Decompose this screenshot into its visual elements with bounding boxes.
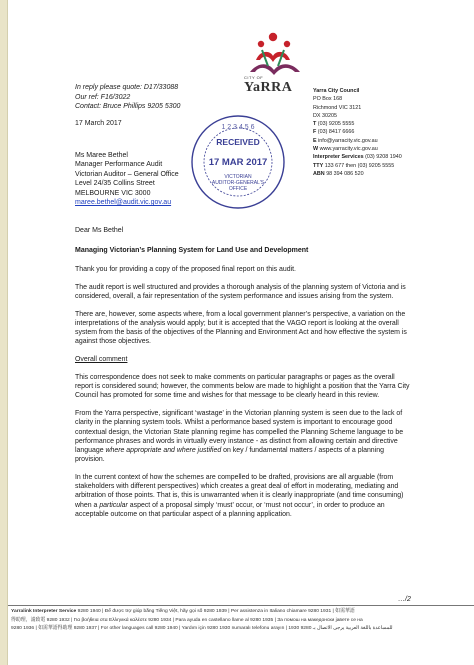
letter-body — [75, 265, 411, 528]
council-name: Yarra City Council — [313, 88, 360, 94]
recipient-title: Manager Performance Audit — [75, 161, 163, 169]
body-paragraph: This correspondence does not seek to make comments on particular paragraphs or pages as the overall report is considered sound; however, the comments below are made to highlight a position that the Yarra City Council has promoted for some time and wishes for that message to be clearly heard in this review. — [75, 374, 410, 400]
stamp-line1: VICTORIAN — [224, 174, 252, 180]
logo-name: YaRRA — [244, 80, 293, 95]
body-paragraph: From the Yarra perspective, significant ‘wastage’ in the Victorian planning system is seen due to the lack of clarity in the planning system tools. Whilst a performance based system is important to encourage good contextual design, the Victorian State planning regime has compelled the Planning Scheme language to be performance phrases and words in virtually every instance - as distinct from allowing certain and directive language where appropriate and where justified on key / fundamental matters / aspects of a planning provision. — [75, 410, 404, 464]
contact-abn: ABN 98 394 086 520 — [313, 170, 364, 177]
contact-line: Richmond VIC 3121 — [313, 104, 362, 111]
contact-web[interactable]: W www.yarracity.vic.gov.au — [313, 146, 378, 153]
contact-reference: Contact: Bruce Phillips 9205 5300 — [75, 103, 181, 111]
contact-phone: T (03) 9205 5555 — [313, 121, 355, 128]
logo-city-label: CITY OF — [244, 75, 264, 80]
page-continuation: …/2 — [398, 596, 411, 603]
contact-tty: TTY 133 677 then (03) 9205 5555 — [313, 162, 395, 169]
interpreter-footer — [11, 608, 467, 634]
recipient-name: Ms Maree Bethel — [75, 152, 128, 159]
stamp-received: RECEIVED — [216, 137, 260, 147]
our-reference: Our ref: F16/3022 — [75, 93, 131, 101]
letter-subject: Managing Victorian’s Planning System for Land Use and Development — [75, 247, 309, 254]
footer-line: 9280 1936 | 如需華語得助理 9280 1937 | For other languages call 9280 1940 | Yardım için 9280 1930 numaralı telefonu arayın | للمساعدة باللغة العربية يرجى الاتصال بـ 9280 1930 — [11, 626, 393, 632]
recipient-org: Victorian Auditor – General Office — [75, 170, 179, 178]
svg-text:1 2 3 4 5 6: 1 2 3 4 5 6 — [221, 124, 255, 131]
body-paragraph: The audit report is well structured and provides a thorough analysis of the planning system of Victoria and is considered, overall, a fair representation of the system performance and issues arising from the system. — [75, 283, 406, 300]
footer-line: Yarralink Interpreter Service 9280 1940 | Để được trợ giúp bằng Tiếng Việt, hãy gọi số 9280 1939 | Per assistenza in Italiano chiamare 9280 1931 | 如需華語 — [11, 609, 355, 614]
footer-divider — [8, 605, 474, 606]
contact-line: PO Box 168 — [313, 96, 343, 103]
quote-reference: In reply please quote: D17/33088 — [75, 84, 179, 91]
footer-line: 得助理，請致電 9280 1932 | Για βοήθεια στα Ελληνικά καλέστε 9280 1934 | Para ayuda en castellano llame al 9280 1935 | За помош на македонски јавете се на — [11, 617, 363, 623]
page-edge-tint — [0, 0, 7, 665]
page-edge-line — [7, 0, 8, 665]
received-stamp-icon — [188, 112, 288, 212]
contact-line: DX 30205 — [313, 112, 337, 119]
contact-fax: F (03) 8417 6666 — [313, 129, 355, 136]
recipient-address-line: MELBOURNE VIC 3000 — [75, 189, 151, 197]
stamp-line3: OFFICE — [228, 186, 248, 192]
stamp-date: 17 MAR 2017 — [208, 157, 268, 168]
recipient-address-line: Level 24/35 Collins Street — [75, 180, 155, 188]
section-heading: Overall comment — [75, 356, 128, 364]
letter-date: 17 March 2017 — [75, 120, 122, 127]
recipient-address — [75, 151, 179, 207]
body-paragraph: There are, however, some aspects where, from a local government planner’s perspective, a variation on the interpretations of the analysis would apply; but it is accepted that the VAGO report is looking at the overall system from the basis of the objectives of the Planning and Environment Act and how effective the system is against those objectives. — [75, 310, 407, 346]
contact-interpreter: Interpreter Services (03) 9208 1940 — [313, 154, 402, 161]
body-paragraph: In the current context of how the schemes are compelled to be drafted, provisions are all arguable (from stakeholders with different perspectives) which creates a great deal of effort in moderating, mediating and arbitration of those points. That is, this is unwarranted when it is clearly inappropriate (and time consuming) when a particular aspect of a proposal simply ‘must’ occur, or ‘must not occur’, in order to produce an acceptable outcome on that particular aspect of a planning application. — [75, 474, 404, 518]
council-contact-block — [313, 87, 402, 178]
reference-block — [75, 83, 180, 112]
stamp-line2: AUDITOR-GENERAL'S — [211, 180, 265, 186]
contact-email[interactable]: E info@yarracity.vic.gov.au — [313, 137, 378, 144]
body-paragraph: Thank you for providing a copy of the proposed final report on this audit. — [75, 266, 296, 273]
salutation: Dear Ms Bethel — [75, 227, 124, 234]
recipient-email-link[interactable]: maree.bethel@audit.vic.gov.au — [75, 199, 172, 207]
